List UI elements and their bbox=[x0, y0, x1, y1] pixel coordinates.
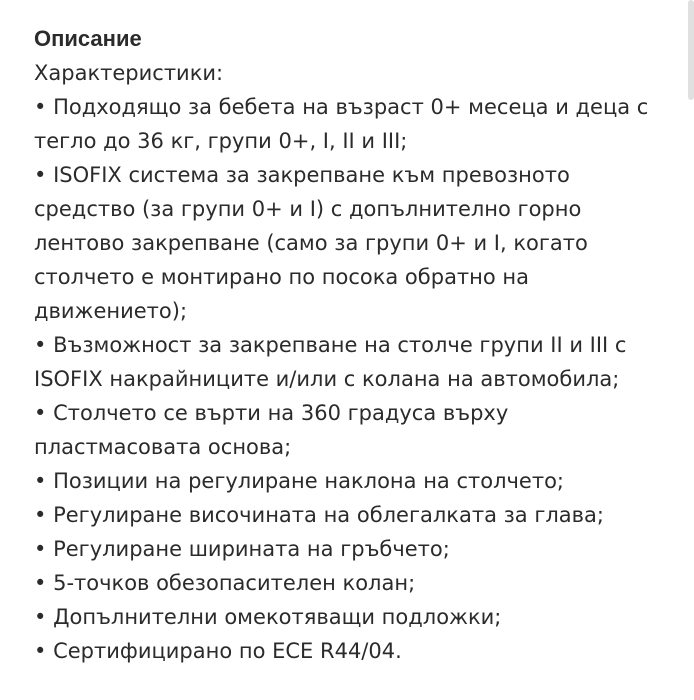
bullet-icon: • bbox=[34, 571, 47, 595]
bullet-icon: • bbox=[34, 605, 47, 629]
feature-text: Регулиране ширината на гръбчето; bbox=[53, 537, 450, 561]
bullet-icon: • bbox=[34, 95, 47, 119]
feature-item-3 bbox=[34, 328, 664, 396]
bullet-icon: • bbox=[34, 163, 47, 187]
features-list bbox=[34, 90, 664, 668]
bullet-icon: • bbox=[34, 401, 47, 425]
feature-item-10 bbox=[34, 634, 664, 668]
feature-item-5 bbox=[34, 464, 664, 498]
bullet-icon: • bbox=[34, 333, 47, 357]
feature-text: Сертифицирано по ECE R44/04. bbox=[53, 639, 402, 663]
bullet-icon: • bbox=[34, 537, 47, 561]
feature-text: Подходящо за бебета на възраст 0+ месеца и деца с тегло до 36 кг, групи 0+, I, II и III; bbox=[34, 95, 649, 153]
feature-item-9 bbox=[34, 600, 664, 634]
feature-item-6 bbox=[34, 498, 664, 532]
feature-text: 5-точков обезопасителен колан; bbox=[53, 571, 416, 595]
feature-item-8 bbox=[34, 566, 664, 600]
section-title: Описание bbox=[34, 26, 142, 51]
page-scrollbar[interactable] bbox=[688, 0, 694, 100]
product-description-section bbox=[34, 22, 664, 668]
feature-text: Възможност за закрепване на столче групи II и III с ISOFIX накрайниците и/или с колана на автомобила; bbox=[34, 333, 627, 391]
bullet-icon: • bbox=[34, 639, 47, 663]
feature-item-7 bbox=[34, 532, 664, 566]
features-subtitle: Характеристики: bbox=[34, 61, 224, 85]
feature-text: ISOFIX система за закрепване към превозното средство (за групи 0+ и I) с допълнително горно лентово закрепване (само за групи 0+ и I, когато столчето е монтирано по посока обратно на движението); bbox=[34, 163, 588, 323]
feature-text: Позиции на регулиране наклона на столчето; bbox=[53, 469, 565, 493]
feature-text: Столчето се върти на 360 градуса върху пластмасовата основа; bbox=[34, 401, 509, 459]
feature-item-2 bbox=[34, 158, 664, 328]
bullet-icon: • bbox=[34, 469, 47, 493]
feature-text: Допълнителни омекотяващи подложки; bbox=[53, 605, 502, 629]
feature-item-1 bbox=[34, 90, 664, 158]
bullet-icon: • bbox=[34, 503, 47, 527]
feature-text: Регулиране височината на облегалката за глава; bbox=[53, 503, 604, 527]
feature-item-4 bbox=[34, 396, 664, 464]
